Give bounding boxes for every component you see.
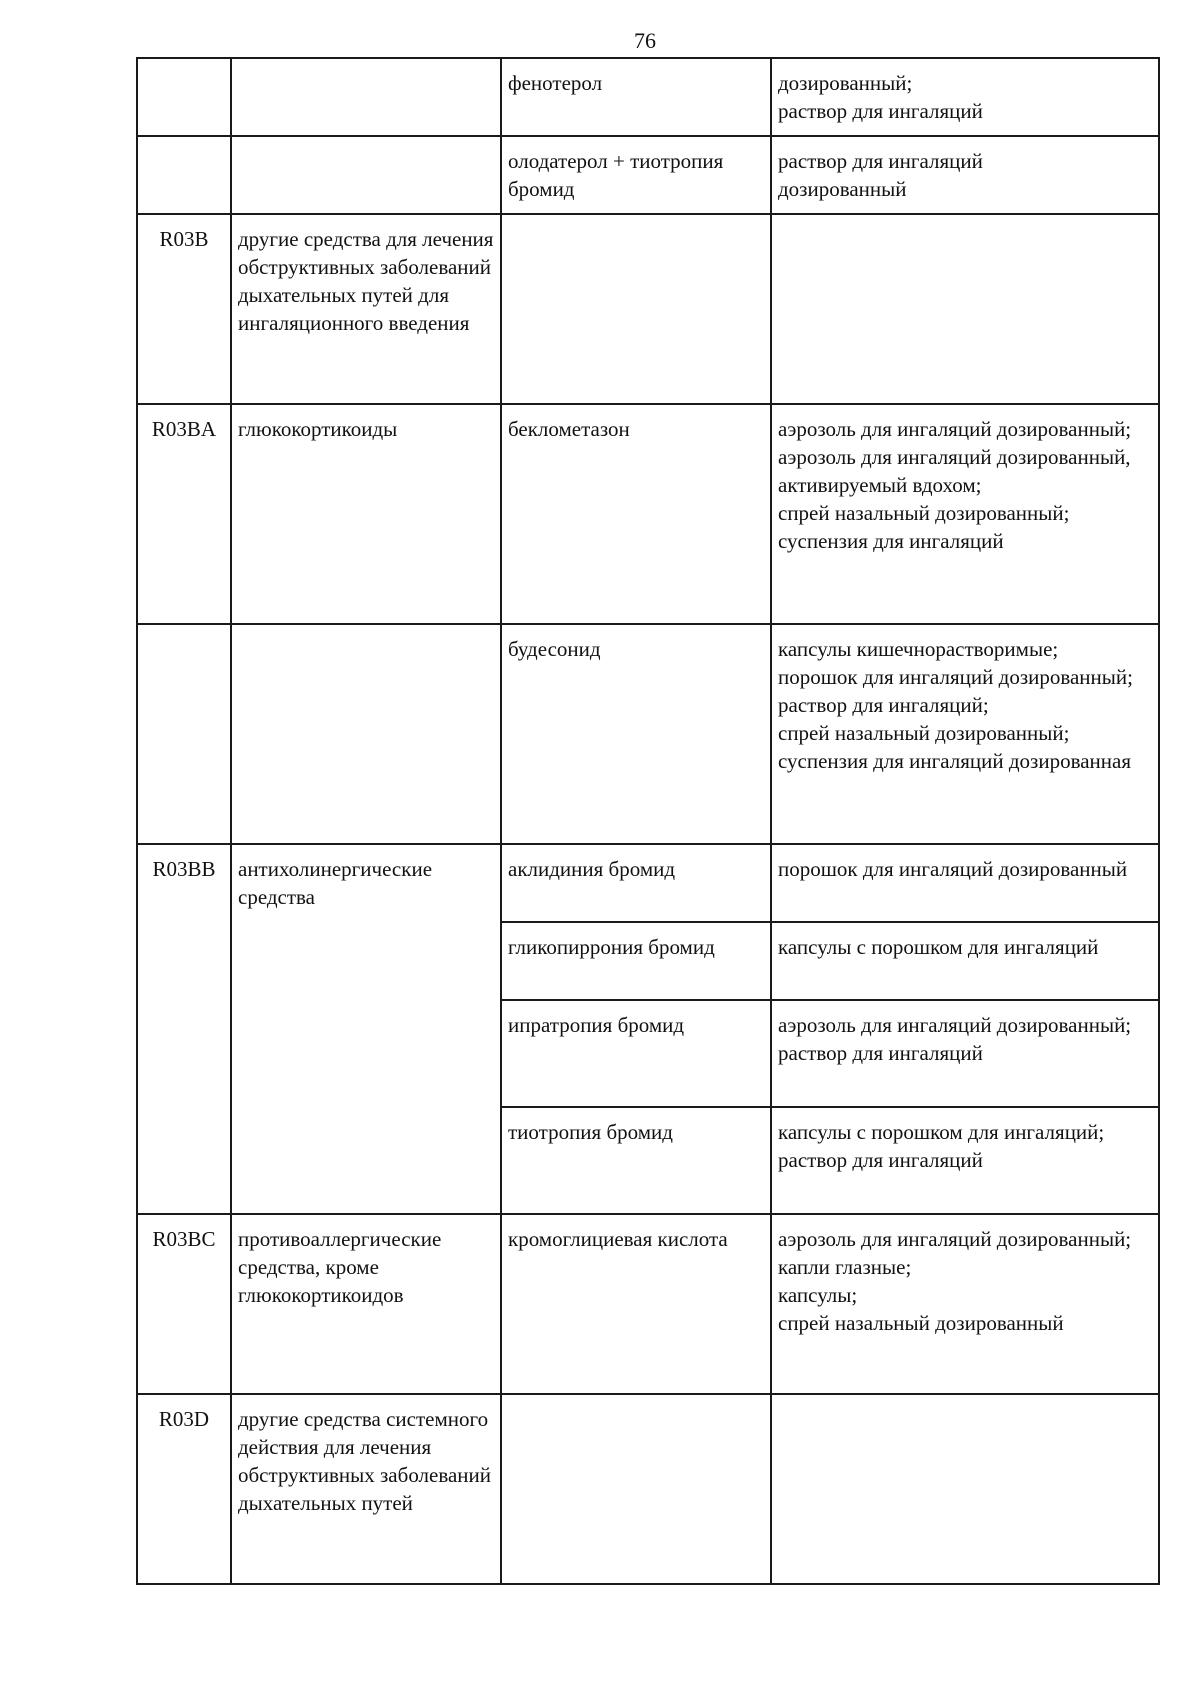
dosage-form-line: порошок для ингаляций дозированный; [778, 665, 1133, 689]
dosage-form-line: капсулы с порошком для ингаляций; [778, 1120, 1105, 1144]
page-number: 76 [634, 28, 656, 53]
group-name-cell [231, 58, 501, 136]
group-name-cell: другие средства для лечения обструктивных заболеваний дыхательных путей для ингаляционного введения [231, 214, 501, 404]
group-name-cell: противоаллергические средства, кроме глюкокортикоидов [231, 1214, 501, 1394]
dosage-form-line: раствор для ингаляций; [778, 693, 989, 717]
group-name-cell: глюкокортикоиды [231, 404, 501, 624]
dosage-forms-cell [771, 58, 1159, 136]
dosage-form-line: суспензия для ингаляций [778, 529, 1004, 553]
dosage-form-line: аэрозоль для ингаляций дозированный; [778, 1013, 1132, 1037]
dosage-form-line: раствор для ингаляций [778, 1041, 983, 1065]
dosage-form-line: капли глазные; [778, 1255, 912, 1279]
dosage-forms-cell [771, 624, 1159, 844]
drug-name-cell: аклидиния бромид [501, 844, 771, 922]
drug-name-cell: тиотропия бромид [501, 1107, 771, 1214]
dosage-forms-cell [771, 922, 1159, 1000]
atc-code-cell: R03BA [137, 404, 231, 624]
dosage-forms-cell [771, 844, 1159, 922]
atc-code-cell: R03B [137, 214, 231, 404]
dosage-forms-cell [771, 1394, 1159, 1584]
dosage-form-line: аэрозоль для ингаляций дозированный; [778, 1227, 1132, 1251]
table-row [137, 844, 1159, 922]
drug-name-cell [501, 1394, 771, 1584]
drug-name-cell: беклометазон [501, 404, 771, 624]
atc-code-cell [137, 624, 231, 844]
dosage-form-line: аэрозоль для ингаляций дозированный; [778, 417, 1132, 441]
dosage-form-line: капсулы кишечнорастворимые; [778, 637, 1059, 661]
dosage-forms-cell [771, 136, 1159, 214]
dosage-form-line: аэрозоль для ингаляций дозированный, активируемый вдохом; [778, 445, 1131, 497]
dosage-form-line: капсулы; [778, 1283, 858, 1307]
dosage-form-line: дозированный [778, 177, 907, 201]
dosage-form-line: дозированный; [778, 71, 913, 95]
drug-table [136, 57, 1160, 1585]
group-name-cell [231, 624, 501, 844]
dosage-form-line: спрей назальный дозированный; [778, 501, 1070, 525]
atc-code-cell [137, 58, 231, 136]
dosage-form-line: спрей назальный дозированный [778, 1311, 1064, 1335]
atc-code-cell: R03BB [137, 844, 231, 1214]
drug-name-cell: гликопиррония бромид [501, 922, 771, 1000]
drug-name-cell [501, 214, 771, 404]
drug-name-cell: олодатерол + тиотропия бромид [501, 136, 771, 214]
table-row [137, 1394, 1159, 1584]
dosage-form-line: порошок для ингаляций дозированный [778, 857, 1128, 881]
drug-name-cell: фенотерол [501, 58, 771, 136]
table-row [137, 58, 1159, 136]
table-row [137, 404, 1159, 624]
dosage-form-line: капсулы с порошком для ингаляций [778, 935, 1099, 959]
dosage-forms-cell [771, 1214, 1159, 1394]
dosage-form-line: суспензия для ингаляций дозированная [778, 749, 1132, 773]
group-name-cell: антихолинергические средства [231, 844, 501, 1214]
drug-name-cell: будесонид [501, 624, 771, 844]
table-row [137, 214, 1159, 404]
drug-name-cell: ипратропия бромид [501, 1000, 771, 1107]
table-row [137, 1214, 1159, 1394]
table-row [137, 624, 1159, 844]
dosage-forms-cell [771, 214, 1159, 404]
dosage-forms-cell [771, 1000, 1159, 1107]
atc-code-cell [137, 136, 231, 214]
dosage-form-line: раствор для ингаляций [778, 99, 983, 123]
atc-code-cell: R03BC [137, 1214, 231, 1394]
group-name-cell: другие средства системного действия для лечения обструктивных заболеваний дыхательных путей [231, 1394, 501, 1584]
table-row [137, 136, 1159, 214]
atc-code-cell: R03D [137, 1394, 231, 1584]
dosage-forms-cell [771, 1107, 1159, 1214]
dosage-form-line: раствор для ингаляций [778, 149, 983, 173]
table-body [137, 58, 1159, 1584]
dosage-forms-cell [771, 404, 1159, 624]
dosage-form-line: спрей назальный дозированный; [778, 721, 1070, 745]
dosage-form-line: раствор для ингаляций [778, 1148, 983, 1172]
group-name-cell [231, 136, 501, 214]
drug-name-cell: кромоглициевая кислота [501, 1214, 771, 1394]
